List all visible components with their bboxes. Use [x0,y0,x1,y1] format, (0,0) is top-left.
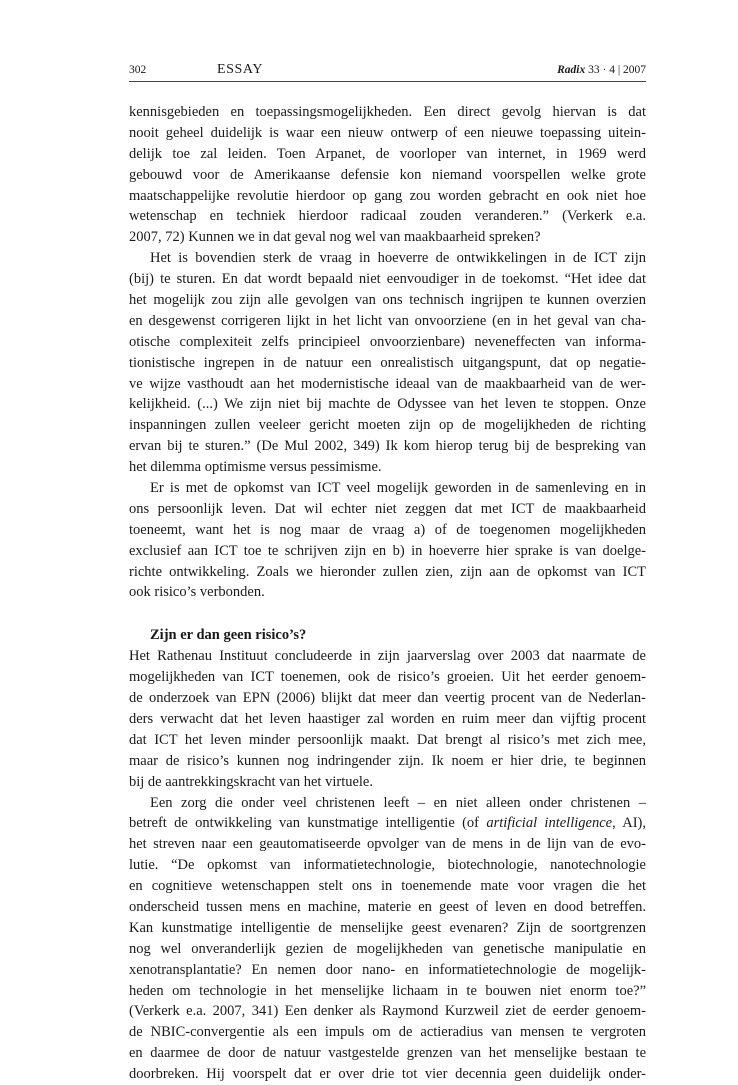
section-title: ESSAY [217,62,264,77]
body-text [129,102,646,1085]
body-line: het mogelijk zou zijn alle gevolgen van ons technisch ingrijpen te kunnen overzien [129,292,646,309]
journal-info [557,64,646,76]
header-rule [129,81,646,82]
body-line: kelijkheid. (...) We zijn niet bij machte de Odyssee van het leven te stoppen. Onze [129,396,646,413]
body-line: 2007, 72) Kunnen we in dat geval nog wel van maakbaarheid spreken? [129,229,541,246]
body-line: maatschappelijke revolutie hierdoor op gang zou worden gebracht en ook niet hoe [129,187,646,204]
section-heading: Zijn er dan geen risico’s? [150,627,307,644]
journal-issue: 33 · 4 | 2007 [585,64,646,76]
body-line: ervan bij te sturen.” (De Mul 2002, 349) Ik kom hierop terug bij de bespreking van [129,438,646,455]
body-line: kennisgebieden en toepassingsmogelijkheden. Een direct gevolg hiervan is dat [129,104,646,120]
body-line: (Verkerk e.a. 2007, 341) Een denker als Raymond Kurzweil ziet de eerder genoem- [129,1003,646,1020]
body-line: exclusief aan ICT toe te schrijven zijn en b) in hoeverre hier sprake is van doelge- [129,542,646,559]
running-header [129,62,646,80]
body-line: toeneemt, want het is nog maar de vraag a) of de toegenomen mogelijkheden [129,521,646,538]
body-line: en cognitieve wetenschappen stelt ons in toenemende mate voor vragen die het [129,878,646,895]
line-text: betreft de ontwikkeling van kunstmatige intelligentie (of [129,815,487,832]
body-line: onderscheid tussen mens en machine, materie en geest of leven en dood betreffen. [129,898,646,915]
body-line: en desgewenst corrigeren lijkt in het licht van onvoorziene (en in het geval van cha- [129,312,646,329]
body-line: Het Rathenau Instituut concludeerde in zijn jaarverslag over 2003 dat naarmate de [129,648,646,665]
body-line: otische complexiteit zelfs principieel onvoorzienbare) neveneffecten van informa- [129,333,646,350]
body-line: delijk toe zal leiden. Toen Arpanet, de voorloper van internet, in 1969 werd [129,145,646,162]
body-line: Er is met de opkomst van ICT veel mogelijk geworden in de samenleving en in [150,480,646,497]
body-line: Een zorg die onder veel christenen leeft – en niet alleen onder christenen – [150,794,646,811]
body-line-with-italic [129,813,646,834]
body-line: heden om technologie in het menselijke lichaam in te bouwen niet enorm toe?” [129,982,646,999]
line-suffix: , AI), [612,815,646,832]
body-line: mogelijkheden van ICT toenemen, ook de risico’s groeien. Uit het eerder genoem- [129,669,646,686]
body-line: de NBIC-convergentie als een impuls om de actieradius van mensen te vergroten [129,1024,646,1041]
body-line: ve wijze vasthoudt aan het modernistische ideaal van de maakbaarheid van de wer- [129,375,646,392]
body-line: Het is bovendien sterk de vraag in hoeverre de ontwikkelingen in de ICT zijn [150,250,646,267]
body-line: xenotransplantatie? En nemen door nano- en informatietechnologie de mogelijk- [129,961,646,978]
body-line: (bij) te sturen. En dat wordt bepaald niet eenvoudiger in de toekomst. “Het idee dat [129,271,646,288]
journal-name: Radix [557,64,586,76]
section-gap [129,603,646,625]
body-line: de onderzoek van EPN (2006) blijkt dat meer dan veertig procent van de Nederlan- [129,690,646,707]
body-line: maar de risico’s kunnen nog indringender zijn. Ik noem er hier drie, te beginnen [129,752,646,769]
italic-term: artificial intelligence [486,815,613,832]
page-number: 302 [129,64,147,76]
body-line: ook risico’s verbonden. [129,584,265,601]
body-line: nooit geheel duidelijk is waar een nieuw ontwerp of een nieuwe toepassing uitein- [129,124,646,141]
body-line: het streven naar een geautomatiseerde opvolger van de mens in de lijn van de evo- [129,836,646,853]
body-line: gebouwd voor de Amerikaanse defensie kon niemand voorspellen welke grote [129,166,646,183]
body-line: tionistische ingrepen in de natuur een onrealistisch uitgangspunt, dat op negatie- [129,354,646,371]
body-line: doorbreken. Hij voorspelt dat er over drie tot vier decennia geen duidelijk onder- [129,1066,646,1083]
body-line: wetenschap en techniek hierdoor radicaal zouden veranderen.” (Verkerk e.a. [129,208,646,225]
body-line: ders verwacht dat het leven haastiger zal worden en ruim meer dan vijftig procent [129,710,646,727]
body-line: ons persoonlijk leven. Dat wil echter niet zeggen dat met ICT de maakbaarheid [129,500,646,517]
body-line: dat ICT het leven minder persoonlijk maakt. Dat brengt al risico’s met zich mee, [129,731,646,748]
body-line: nog wel onveranderlijk gezien de mogelijkheden van genetische manipulatie en [129,940,646,957]
body-line: bij de aantrekkingskracht van het virtuele. [129,773,373,790]
body-line: richte ontwikkeling. Zoals we hieronder zullen zien, zijn aan de opkomst van ICT [129,563,646,580]
body-line: het dilemma optimisme versus pessimisme. [129,459,382,476]
body-line: inspanningen zullen veeleer gericht moeten zijn op de mogelijkheden de richting [129,417,646,434]
body-line: en daarmee de door de natuur vastgestelde grenzen van het menselijke bestaan te [129,1045,646,1062]
body-line: lutie. “De opkomst van informatietechnologie, biotechnologie, nanotechnologie [129,857,646,874]
body-line: Kan kunstmatige intelligentie de menselijke geest evenaren? Zijn de soortgrenzen [129,919,646,936]
